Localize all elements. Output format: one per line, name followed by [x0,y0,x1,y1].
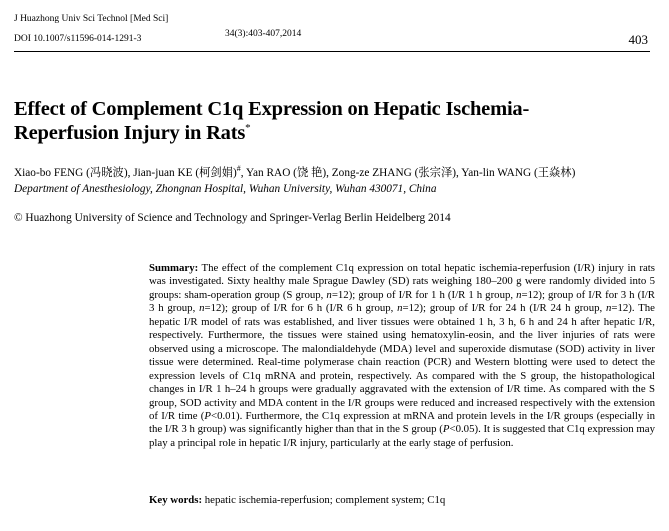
abstract-italic-n: n [199,302,205,315]
author-list [14,166,654,181]
abstract-text: <0.05). It is suggested that C1q expression may play a principal role in hepatic I/R injury, particularly at the early stage of perfusion. [149,423,655,449]
abstract-text: =12); group of I/R for 24 h (I/R 24 h group, [402,302,606,315]
abstract-text: =12). The hepatic I/R model of rats was established, and liver tissues were obtained 1 h, 3 h, 6 h and 24 h after hepatic I/R, respectively. Furthermore, the tissues were stained using hematoxylin-eosin, and the liver injuries of rats were observed using a microscope. The malondialdehyde (MDA) level and superoxide dismutase (SOD) activity in liver tissue were determined. Real-time polymerase chain reaction (PCR) and Western blotting were used to detect the expression levels of C1q mRNA and protein, respectively. As compared with the S group, the histopathological changes in I/R 1 h–24 h groups were gradually aggravated with the extension of I/R time. As compared with the S group, SOD activity and MDA content in the I/R groups were reduced and increased respectively with the extension of I/R time ( [149,302,655,422]
title-footnote-mark: * [245,122,251,135]
abstract-italic-p: P [204,409,211,422]
author-2: Jian-juan KE (柯剑娟) [133,167,237,179]
title-line-1: Effect of Complement C1q Expression on Hepatic Ischemia- [14,98,530,120]
abstract-italic-n: n [326,288,332,301]
header-divider [14,51,650,52]
abstract-text: =12); group of I/R for 1 h (I/R 1 h group, [331,288,517,301]
author-3: , Yan RAO (饶 艳), [240,167,332,179]
abstract-text: The effect of the complement C1q expression on total hepatic ischemia-reperfusion (I/R) injury in rats was investigated. Sixty healthy male Sprague Dawley (SD) rats weighing 180–200 g were randomly divided into 5 groups: sham-operation group (S group, [149,262,655,301]
author-1: Xiao-bo FENG (冯晓波), [14,167,134,179]
affiliation: Department of Anesthesiology, Zhongnan Hospital, Wuhan University, Wuhan 430071, China [14,183,437,195]
abstract-text: =12); group of I/R for 3 h (I/R 3 h group, [149,288,655,315]
title-line-2: Reperfusion Injury in Rats [14,122,246,144]
copyright-notice: © Huazhong University of Science and Technology and Springer-Verlag Berlin Heidelberg 2014 [14,212,451,224]
journal-name: J Huazhong Univ Sci Technol [Med Sci] [14,14,169,24]
abstract-text: <0.01). Furthermore, the C1q expression at mRNA and protein levels in the I/R groups (especially in the I/R 3 h group) was significantly higher than that in the S group ( [149,409,655,436]
page-number: 403 [628,32,648,47]
author-4: Zong-ze ZHANG (张宗泽), [331,167,462,179]
keywords [149,494,655,507]
author-2-mark: # [236,164,241,174]
abstract-italic-p: P [442,423,450,436]
doi: DOI 10.1007/s11596-014-1291-3 [14,34,142,44]
abstract-italic-n: n [397,302,403,315]
abstract [149,262,655,450]
abstract-label: Summary: [149,262,199,274]
running-header [14,12,650,52]
keywords-label: Key words: [149,494,203,506]
abstract-italic-n: n [606,302,612,315]
abstract-italic-n: n [516,288,522,301]
abstract-text: =12); group of I/R for 6 h (I/R 6 h group, [204,302,398,315]
keywords-text: hepatic ischemia-reperfusion; complement system; C1q [202,494,446,506]
author-5: Yan-lin WANG (王焱林) [461,167,576,179]
citation: 34(3):403-407,2014 [225,29,302,39]
article-title [14,97,634,145]
